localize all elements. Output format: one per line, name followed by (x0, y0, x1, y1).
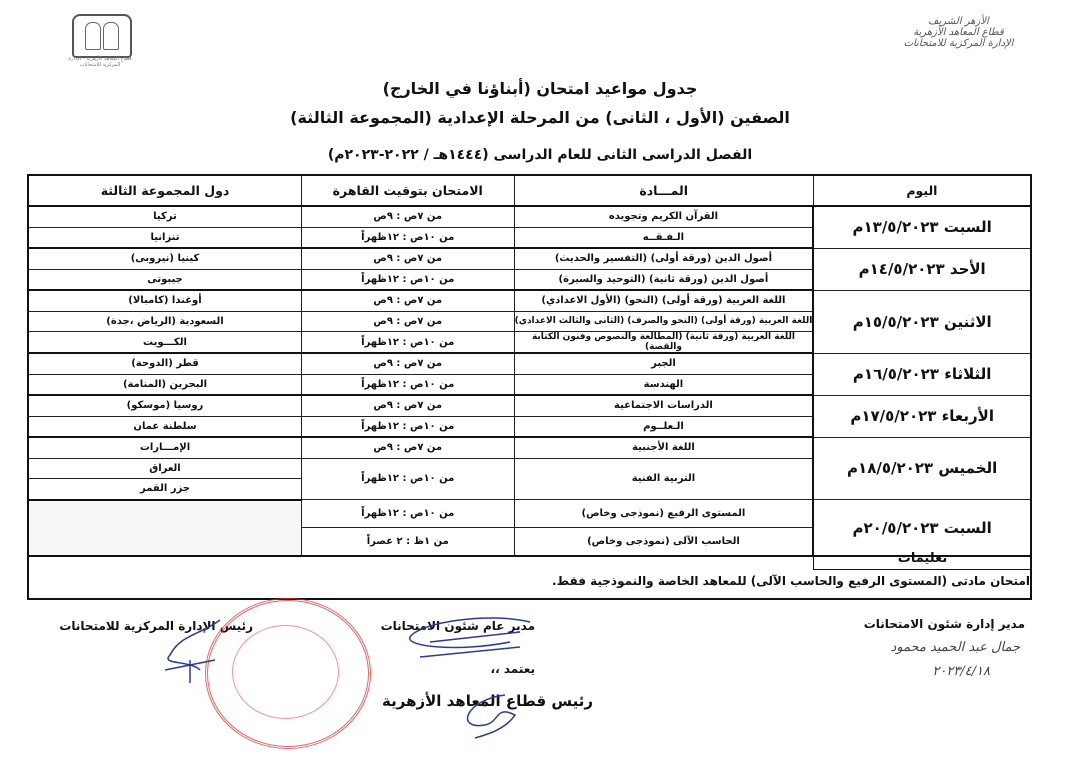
table-row (28, 395, 1031, 416)
time-cell: من ١٠ص : ١٢ظهراً (301, 458, 514, 500)
signature-exam-affairs-manager: مدير إدارة شئون الامتحانات (863, 617, 1025, 631)
exam-schedule-table (27, 174, 1032, 557)
day-cell: الثلاثاء ١٦/٥/٢٠٢٣م (813, 353, 1031, 395)
country-cell: تنزانيا (28, 227, 301, 248)
country-cell: جيبوتى (28, 269, 301, 290)
time-cell: من ١٠ص : ١٢ظهراً (301, 269, 514, 290)
time-cell: من ٧ص : ٩ص (301, 248, 514, 269)
subject-cell: الدراسات الاجتماعية (514, 395, 813, 416)
handwritten-date: ٢٠٢٣/٤/١٨ (932, 664, 990, 679)
approved-label: يعتمد ،، (490, 662, 535, 676)
subject-cell: الجبر (514, 353, 813, 374)
semester-line: الفصل الدراسى الثانى للعام الدراسى (١٤٤٤هـ / ٢٠٢٢-٢٠٢٣م) (327, 147, 753, 163)
header-countries: دول المجموعة الثالثة (28, 175, 301, 206)
signature-general-manager: مدير عام شئون الامتحانات (380, 619, 535, 633)
subject-cell: اللغة العربية (ورقة ثانية) (المطالعة والنصوص وفنون الكتابة والقصة) (514, 332, 813, 354)
header-time: الامتحان بتوقيت القاهرة (301, 175, 514, 206)
letterhead-line: الإدارة المركزية للامتحانات (903, 38, 1014, 49)
time-cell: من ١٠ص : ١٢ظهراً (301, 374, 514, 395)
time-cell: من ٧ص : ٩ص (301, 311, 514, 332)
country-cell: الكـــويت (28, 332, 301, 354)
time-cell: من ٧ص : ٩ص (301, 437, 514, 458)
logo-caption: قطاع المعاهد الأزهرية - الإدارة المركزية للامتحانات (68, 56, 132, 68)
subject-cell: التربية الفنية (514, 458, 813, 500)
handwritten-name: جمال عبد الحميد محمود (890, 640, 1020, 655)
time-cell: من ١٠ص : ١٢ظهراً (301, 332, 514, 354)
time-cell: من ٧ص : ٩ص (301, 206, 514, 227)
subject-cell: اللغة العربية (ورقة أولى) (النحو) (الأول الاعدادي) (514, 290, 813, 311)
country-cell: أوغندا (كامبالا) (28, 290, 301, 311)
subject-cell: أصول الدين (ورقة أولى) (التفسير والحديث) (514, 248, 813, 269)
table-row (28, 500, 1031, 528)
country-cell: كينيا (نيروبى) (28, 248, 301, 269)
time-cell: من ٧ص : ٩ص (301, 395, 514, 416)
subject-cell: اللغة العربية (ورقة أولى) (النحو والصرف) (الثانى والثالث الاعدادي) (514, 311, 813, 332)
header-subject: المـــادة (514, 175, 813, 206)
country-cell-empty (28, 500, 301, 557)
table-row (28, 248, 1031, 269)
time-cell: من ١٠ص : ١٢ظهراً (301, 416, 514, 437)
day-cell: الأحد ١٤/٥/٢٠٢٣م (813, 248, 1031, 290)
time-cell: من ١ظ : ٢ عصراً (301, 528, 514, 557)
country-cell: العراق (28, 458, 301, 479)
day-cell: الخميس ١٨/٥/٢٠٢٣م (813, 437, 1031, 500)
time-cell: من ١٠ص : ١٢ظهراً (301, 500, 514, 528)
subject-cell: الهندسة (514, 374, 813, 395)
al-azhar-logo-icon (72, 14, 132, 58)
day-cell: السبت ١٣/٥/٢٠٢٣م (813, 206, 1031, 248)
country-cell: قطر (الدوحة) (28, 353, 301, 374)
time-cell: من ٧ص : ٩ص (301, 353, 514, 374)
time-cell: من ٧ص : ٩ص (301, 290, 514, 311)
country-cell: روسيا (موسكو) (28, 395, 301, 416)
stamp-inner-ring (232, 625, 339, 719)
signature-scribble-icon (445, 690, 525, 740)
table-row (28, 437, 1031, 458)
letterhead-line: الأزهر الشريف (928, 16, 989, 27)
day-cell: السبت ٢٠/٥/٢٠٢٣م (813, 500, 1031, 557)
header-day: اليوم (813, 175, 1031, 206)
country-cell: جزر القمر (28, 479, 301, 500)
letterhead-right (871, 16, 1046, 49)
subject-cell: المستوى الرفيع (نموذجى وخاص) (514, 500, 813, 528)
table-row (28, 206, 1031, 227)
instructions-text: امتحان مادتى (المستوى الرفيع والحاسب الآلى) للمعاهد الخاصة والنموذجية فقط. (552, 574, 1030, 588)
signature-scribble-icon (140, 615, 230, 685)
subject-cell: الـعلــوم (514, 416, 813, 437)
country-cell: تركيا (28, 206, 301, 227)
table-header-row (28, 175, 1031, 206)
day-cell: الاثنين ١٥/٥/٢٠٢٣م (813, 290, 1031, 353)
subject-cell: اللغة الأجنبية (514, 437, 813, 458)
subject-cell: القرآن الكريم وتجويده (514, 206, 813, 227)
document-title: جدول مواعيد امتحان (أبناؤنا في الخارج) (382, 79, 698, 98)
letterhead-line: قطاع المعاهد الأزهرية (913, 27, 1004, 38)
country-cell: السعودية (الرياض ،جدة) (28, 311, 301, 332)
signature-sector-head: رئيس قطاع المعاهد الأزهرية (382, 692, 593, 710)
table-row (28, 290, 1031, 311)
time-cell: من ١٠ص : ١٢ظهراً (301, 227, 514, 248)
signature-scribble-icon (400, 612, 540, 662)
subject-cell: أصول الدين (ورقة ثانية) (التوحيد والسيرة) (514, 269, 813, 290)
subject-cell: الحاسب الآلى (نموذجى وخاص) (514, 528, 813, 557)
document-subtitle: الصفين (الأول ، الثانى) من المرحلة الإعدادية (المجموعة الثالثة) (290, 108, 790, 127)
subject-cell: الـفـقــه (514, 227, 813, 248)
instructions-heading: تعليمات (813, 549, 1032, 570)
country-cell: البحرين (المنامة) (28, 374, 301, 395)
day-cell: الأربعاء ١٧/٥/٢٠٢٣م (813, 395, 1031, 437)
table-row (28, 353, 1031, 374)
country-cell: الإمـــارات (28, 437, 301, 458)
country-cell: سلطنة عمان (28, 416, 301, 437)
signature-central-admin-head: رئيس الإدارة المركزية للامتحانات (59, 619, 253, 633)
